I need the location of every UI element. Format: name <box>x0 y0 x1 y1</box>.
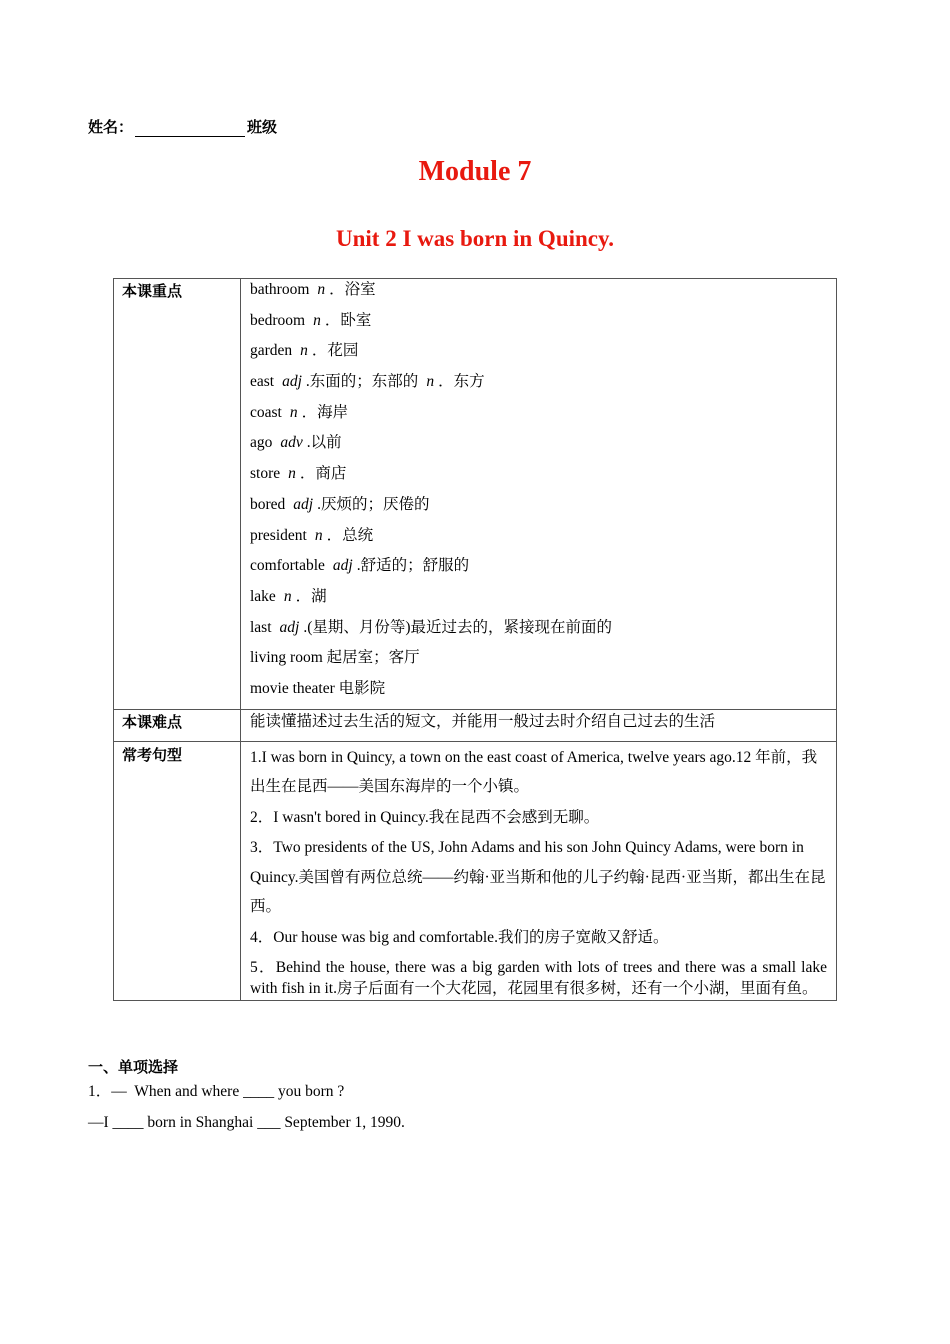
name-class-line <box>88 116 277 137</box>
vocab-item: bathroom n ．浴室 <box>250 281 376 298</box>
section-title: 一、单项选择 <box>88 1058 179 1076</box>
vocab-item: ago adv .以前 <box>250 434 342 452</box>
vocab-item: store n ．商店 <box>250 465 347 483</box>
name-blank <box>135 122 245 137</box>
difficulty-row <box>114 709 837 741</box>
vocab-item: bedroom n ．卧室 <box>250 311 372 329</box>
vocab-item: bored adj .厌烦的；厌倦的 <box>250 495 430 513</box>
sentence-item: 1.I was born in Quincy, a town on the east coast of America, twelve years ago.12 年前，我出生在昆西——美国东海岸的一个小镇。 <box>250 748 818 796</box>
vocab-item: garden n ．花园 <box>250 342 359 360</box>
module-title: Module 7 <box>418 156 532 187</box>
difficulty-text: 能读懂描述过去生活的短文，并能用一般过去时介绍自己过去的生活 <box>250 712 716 730</box>
vocab-item: coast n ．海岸 <box>250 403 349 421</box>
sentence-list <box>241 741 837 1001</box>
lesson-table <box>113 278 837 1001</box>
sentences-label: 常考句型 <box>114 741 241 1001</box>
sentence-item: 5．Behind the house, there was a big garden with lots of trees and there was a small lake with fish in it.房子后面有一个大花园，花园里有很多树，还有一个小湖，里面有鱼。 <box>250 959 827 997</box>
vocab-list <box>241 279 837 710</box>
vocab-item: comfortable adj .舒适的；舒服的 <box>250 557 470 575</box>
key-points-row <box>114 279 837 710</box>
class-label: 班级 <box>247 118 278 136</box>
difficulty-label: 本课难点 <box>114 709 241 741</box>
sentences-row <box>114 741 837 1001</box>
question-1-line-2: —I ____ born in Shanghai ___ September 1, 1990. <box>88 1114 405 1131</box>
unit-title: Unit 2 I was born in Quincy. <box>336 226 614 251</box>
vocab-item: living room 起居室；客厅 <box>250 649 420 667</box>
sentence-item: 4．Our house was big and comfortable.我们的房子宽敞又舒适。 <box>250 928 669 946</box>
sentence-item: 2．I wasn't bored in Quincy.我在昆西不会感到无聊。 <box>250 808 600 826</box>
sentence-item: 3．Two presidents of the US, John Adams and his son John Quincy Adams, were born in Quincy.美国曾有两位总统——约翰·亚当斯和他的儿子约翰·昆西·亚当斯，都出生在昆西。 <box>250 839 826 916</box>
question-1-line-1: 1．— When and where ____ you born ? <box>88 1083 345 1100</box>
vocab-item: east adj .东面的；东部的 n ．东方 <box>250 373 485 391</box>
vocab-item: movie theater 电影院 <box>250 679 386 697</box>
vocab-item: last adj .(星期、月份等)最近过去的，紧接现在前面的 <box>250 618 613 636</box>
name-label: 姓名： <box>88 118 134 136</box>
key-points-label: 本课重点 <box>114 279 241 710</box>
vocab-item: lake n ．湖 <box>250 587 327 605</box>
vocab-item: president n ．总统 <box>250 526 374 544</box>
